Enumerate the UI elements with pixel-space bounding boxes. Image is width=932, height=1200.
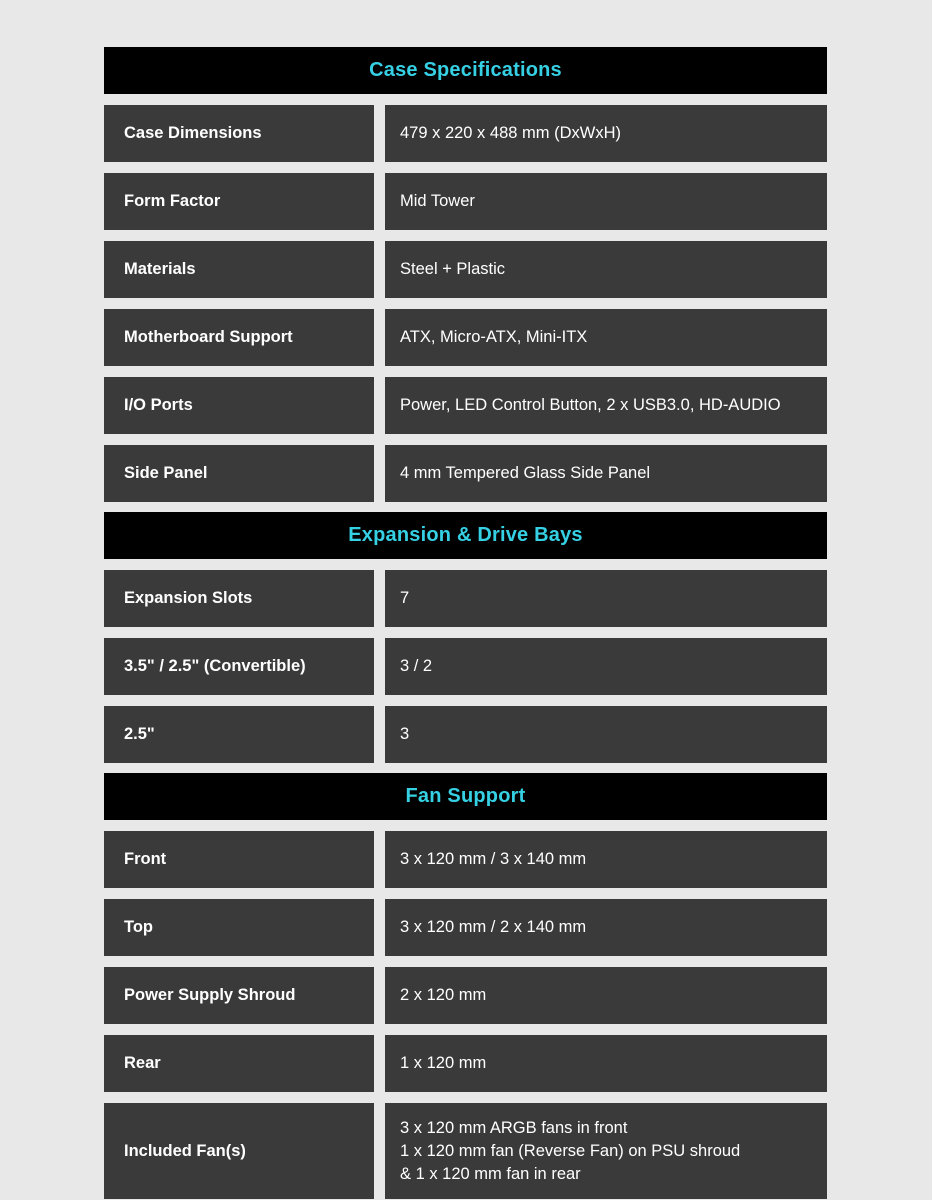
spec-value-text: 3 x 120 mm / 2 x 140 mm (400, 918, 587, 936)
spec-sheet (104, 47, 827, 1200)
spec-row (104, 570, 827, 627)
spec-label: 2.5" (104, 706, 374, 763)
spec-value (385, 105, 827, 162)
spec-value-text: 3 / 2 (400, 657, 433, 675)
spec-value (385, 899, 827, 956)
spec-value-text: ATX, Micro-ATX, Mini-ITX (400, 328, 588, 346)
spec-row (104, 706, 827, 763)
spec-row (104, 1103, 827, 1199)
spec-row (104, 445, 827, 502)
spec-value-text: 2 x 120 mm (400, 986, 487, 1004)
section-header-expansion-drive-bays (104, 512, 827, 559)
spec-row (104, 377, 827, 434)
spec-label: Included Fan(s) (104, 1103, 374, 1199)
spec-value (385, 173, 827, 230)
spec-row (104, 173, 827, 230)
spec-row (104, 899, 827, 956)
spec-row (104, 831, 827, 888)
spec-value (385, 377, 827, 434)
section-header-case-specifications (104, 47, 827, 94)
section-header-fan-support (104, 773, 827, 820)
spec-value-text: 4 mm Tempered Glass Side Panel (400, 464, 651, 482)
spec-value (385, 570, 827, 627)
spec-label: Materials (104, 241, 374, 298)
section-title: Expansion & Drive Bays (348, 524, 583, 546)
spec-value (385, 638, 827, 695)
spec-value-text: 3 x 120 mm ARGB fans in front 1 x 120 mm fan (Reverse Fan) on PSU shroud & 1 x 120 mm fan in rear (400, 1118, 741, 1183)
spec-label: Expansion Slots (104, 570, 374, 627)
spec-row (104, 638, 827, 695)
spec-value-text: Mid Tower (400, 192, 475, 210)
spec-value (385, 309, 827, 366)
spec-row (104, 241, 827, 298)
spec-label: Front (104, 831, 374, 888)
spec-label: Side Panel (104, 445, 374, 502)
spec-value (385, 1103, 827, 1199)
spec-row (104, 967, 827, 1024)
spec-row (104, 309, 827, 366)
spec-label: I/O Ports (104, 377, 374, 434)
spec-value (385, 241, 827, 298)
spec-value (385, 1035, 827, 1092)
spec-value-text: 479 x 220 x 488 mm (DxWxH) (400, 124, 621, 142)
spec-value-text: 7 (400, 589, 410, 607)
spec-value-text: 1 x 120 mm (400, 1054, 487, 1072)
spec-label: Motherboard Support (104, 309, 374, 366)
spec-value-text: 3 x 120 mm / 3 x 140 mm (400, 850, 587, 868)
spec-value (385, 706, 827, 763)
spec-value-text: Steel + Plastic (400, 260, 506, 278)
spec-label: Rear (104, 1035, 374, 1092)
spec-row (104, 1035, 827, 1092)
spec-value-text: 3 (400, 725, 410, 743)
spec-label: 3.5" / 2.5" (Convertible) (104, 638, 374, 695)
spec-value (385, 967, 827, 1024)
section-title: Case Specifications (369, 59, 562, 81)
section-title: Fan Support (405, 785, 526, 807)
spec-label: Power Supply Shroud (104, 967, 374, 1024)
spec-value-text: Power, LED Control Button, 2 x USB3.0, HD-AUDIO (400, 396, 781, 414)
spec-value (385, 445, 827, 502)
section-rows-case-specifications (104, 105, 827, 502)
section-rows-expansion-drive-bays (104, 570, 827, 763)
spec-value (385, 831, 827, 888)
spec-label: Case Dimensions (104, 105, 374, 162)
section-rows-fan-support (104, 831, 827, 1199)
spec-row (104, 105, 827, 162)
spec-label: Form Factor (104, 173, 374, 230)
spec-label: Top (104, 899, 374, 956)
